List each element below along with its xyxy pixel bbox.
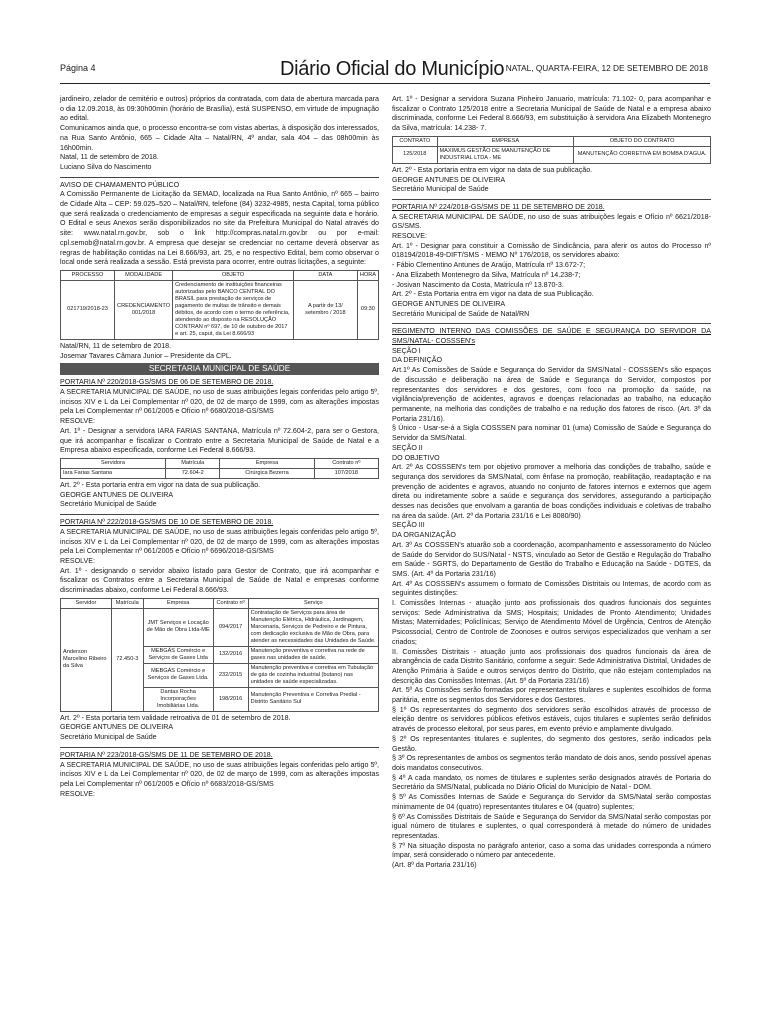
table-cell: 09:30: [357, 280, 378, 339]
portaria-title: PORTARIA Nº 222/2018-GS/SMS DE 10 DE SETEMBRO DE 2018.: [60, 518, 274, 527]
table-header: Contrato nº: [213, 598, 248, 608]
left-column: [60, 95, 379, 799]
resolve-label: RESOLVE:: [60, 556, 95, 565]
article: Art. 2º - Esta portaria entra em vigor na data de sua publicação.: [60, 480, 261, 489]
table-cell: A partir de 13/ setembro / 2018: [293, 280, 357, 339]
table-header: Servidora: [61, 458, 166, 468]
regimento-paragraph: II. Comissões Distritais - atuação junto aos profissionais dos quadros funcionais da área de abrangência de cada Distrito Sanitário, conforme a seguir: Sede Administrativa Distrital, Unidades de Atenção Primária à Saúde e outros serviços dentro do Distrito, que não estejam contemplados na descrição das Comissões Internas. (Art. 5º da Portaria 231/16): [392, 647, 711, 685]
portaria-body: A SECRETARIA MUNICIPAL DE SAÚDE, no uso de suas atribuições legais e Ofício nº 6621/2018-GS/SMS.: [392, 212, 711, 231]
signature-role: Secretário Municipal de Saúde de Natal/RN: [392, 309, 530, 318]
list-item: - Fábio Clementino Antunes de Araújo, Matrícula nº 13.672-7;: [392, 261, 586, 270]
table-header: Empresa: [143, 598, 213, 608]
resolve-label: RESOLVE:: [392, 232, 427, 241]
article: Art. 2º - Esta portaria tem validade retroativa de 01 de setembro de 2018.: [60, 713, 291, 722]
table-cell: MEBGÁS Comércio e Serviços de Gases Ltda: [143, 646, 213, 663]
resolve-label: RESOLVE:: [60, 417, 95, 426]
signature-name: GEORGE ANTUNES DE OLIVEIRA: [392, 175, 506, 184]
signature-name: GEORGE ANTUNES DE OLIVEIRA: [60, 490, 174, 499]
page-header: [60, 56, 710, 86]
table-header: HORA: [357, 270, 378, 280]
regimento-paragraph: DA ORGANIZAÇÃO: [392, 531, 456, 540]
regimento-paragraph: SEÇÃO III: [392, 521, 425, 530]
gestor-table: [60, 458, 379, 479]
divider: [392, 323, 711, 324]
regimento-paragraph: (Art. 8º da Portaria 231/16): [392, 861, 477, 870]
portaria-title: PORTARIA Nº 223/2018-GS/SMS DE 11 DE SETEMBRO DE 2018.: [60, 750, 273, 759]
article: Art. 1º - Designar para constituir a Comissão de Sindicância, para aferir os autos do Processo nº 018194/2018-49-DIFT/SMS - MEMO Nº 176/2018, os servidores abaixo:: [392, 241, 711, 260]
regimento-paragraph: Art. 5º As Comissões serão formadas por representantes titulares e suplentes escolhidos de forma paritária, entre os segmentos dos Servidores e dos Gestores.: [392, 686, 711, 705]
regimento-paragraph: DO OBJETIVO: [392, 453, 440, 462]
section-banner: SECRETARIA MUNICIPAL DE SAÚDE: [60, 363, 379, 375]
table-header: DATA: [293, 270, 357, 280]
table-header: Contrato nº: [314, 458, 378, 468]
list-item: - Josivan Nascimento da Costa, Matrícula nº 13.870-3.: [392, 280, 564, 289]
table-cell: JMT Serviços e Locação de Mão de Obra Ltda-ME: [143, 608, 213, 646]
aviso-signature: Josemar Tavares Câmara Junior – Presidente da CPL.: [60, 351, 232, 360]
regimento-paragraph: I. Comissões Internas - atuação junto aos profissionais dos quadros funcionais dos seguintes serviços: Sede Administrativa da SMS; Hospitais; Unidades de Pronto Atendimento; Unidades Mistas; Maternidades; Policlínicas; Serviço de Atendimento Móvel de Urgência, Centros de Atenção Psicossocial, Centro de Controle de Zoonoses e outros serviços especializados que venham a ser criados;: [392, 599, 711, 646]
regimento-paragraph: § Único - Usar-se-á a Sigla COSSSEN para nominar 01 (uma) Comissão de Saúde e Segurança do Servidor da SMS/Natal.: [392, 424, 711, 443]
table-header: MODALIDADE: [115, 270, 173, 280]
masthead-title: Diário Oficial do Município: [280, 58, 505, 80]
intro-paragraph: Comunicamos ainda que, o processo encontra-se com vistas abertas, à disposição dos interessados, na Rua Santo Antônio, 665 – Cidade Alta – Natal/RN, 4º andar, sala 404 – das 08h00min às 16h00min.: [60, 124, 379, 152]
table-row: [393, 146, 711, 163]
signature-role: Secretário Municipal de Saúde: [60, 500, 157, 509]
signature-role: Secretário Municipal de Saúde: [392, 185, 489, 194]
signature-role: Secretário Municipal de Saúde: [60, 733, 157, 742]
table-cell: Cirúrgica Bezerra: [220, 468, 314, 478]
table-header: PROCESSO: [61, 270, 115, 280]
divider: [60, 177, 379, 178]
article: Art. 1º - Designar a servidora Suzana Pinheiro Januario, matrícula: 71.102- 0, para acompanhar e fiscalizar o Contrato 125/2018 entre a Secretaria Municipal de Saúde de Natal e a empresa abaixo discriminada, conforme Lei Federal 8.666/93, em substituição à servidora Ana Elizabeth Montenegro da Silva, matrícula: 14.238- 7.: [392, 95, 711, 133]
article: Art. 1º - Designar a servidora IARA FARIAS SANTANA, Matrícula nº 72.604-2, para ser o Gestora, que irá acompanhar e fiscalizar o Contrato entre a Secretaria Municipal de Saúde de Natal e a Empresa abaixo especificada, conforme Lei Federal 8.666/93.: [60, 426, 379, 455]
intro-paragraph: jardineiro, zelador de cemitério e outros) próprios da contratada, com data de abertura marcada para o dia 12.09.2018, às 09:30h00min (horário de Brasília), está SUSPENSO, em virtude de impugnação ao edital.: [60, 95, 379, 123]
aviso-title: AVISO DE CHAMAMENTO PÚBLICO: [60, 180, 180, 189]
divider: [60, 747, 379, 748]
regimento-paragraph: § 7º Na situação disposta no parágrafo anterior, caso a soma das unidades corresponda a número ímpar, será considerado o número par antecedente.: [392, 841, 711, 860]
table-cell: 198/2016: [213, 687, 248, 711]
table-header: EMPRESA: [437, 136, 574, 146]
regimento-title: REGIMENTO INTERNO DAS COMISSÕES DE SAÚDE E SEGURANÇA DO SERVIDOR DA SMS/NATAL- COSSSEN's: [392, 327, 711, 346]
table-cell: 132/2016: [213, 646, 248, 663]
contract-table: [392, 136, 711, 164]
regimento-paragraph: Art. 4º As COSSSEN's assumem o formato de Comissões Distritais ou Internas, de acordo com as seguintes distinções:: [392, 579, 711, 598]
portaria-title: PORTARIA Nº 224/2018-GS/SMS DE 11 DE SETEMBRO DE 2018.: [392, 202, 605, 211]
table-cell: Manutenção preventiva e corretiva na rede de gases nas unidades de saúde.: [248, 646, 378, 663]
regimento-paragraph: § 4º A cada mandato, os nomes de titulares e suplentes serão designados através de Portaria do Secretário da SMS/Natal, publicada no Diário Oficial do Município de Natal - DOM.: [392, 773, 711, 792]
table-row: [61, 280, 379, 339]
table-header: Empresa: [220, 458, 314, 468]
table-cell: 094/2017: [213, 608, 248, 646]
header-rule: [60, 83, 710, 84]
issue-date: NATAL, QUARTA-FEIRA, 12 DE SETEMBRO DE 2018: [505, 63, 708, 73]
regimento-paragraph: SEÇÃO II: [392, 443, 423, 452]
table-header: Matrícula: [111, 598, 143, 608]
page-number: Página 4: [60, 63, 96, 73]
signature-name: GEORGE ANTUNES DE OLIVEIRA: [392, 299, 506, 308]
table-cell: Dantas Rocha Incorporações Imobiliárias Ltda.: [143, 687, 213, 711]
regimento-paragraph: § 5º As Comissões Internas de Saúde e Segurança do Servidor da SMS/Natal serão compostas minimamente de 04 (quatro) representantes titulares e 04 (quatro) suplentes;: [392, 793, 711, 811]
table-header: Serviço: [248, 598, 378, 608]
table-row: [61, 608, 379, 646]
regimento-body: [392, 347, 711, 871]
table-cell: Anderson Marcelino Ribeiro da Silva: [61, 608, 112, 711]
regimento-paragraph: § 1º Os representantes do segmento dos servidores serão escolhidos através de processo de eleição dentre os servidores públicos efetivos estáveis, cujos titulares e suplentes serão definidos através de processo eleitoral, por seus pares, em evento prévio e amplamente divulgado.: [392, 705, 711, 734]
table-cell: MEBGÁS Comércio e Serviços de Gases Ltda.: [143, 663, 213, 687]
intro-date: Natal, 11 de setembro de 2018.: [60, 153, 159, 162]
table-cell: CREDENCIAMENTO 001/2018: [115, 280, 173, 339]
resolve-label: RESOLVE:: [60, 789, 95, 798]
table-cell: 107/2018: [314, 468, 378, 478]
table-cell: Manutenção preventiva e corretiva em Tubulação de gás de cozinha industrial (butano) nas unidades de saúde especializadas.: [248, 663, 378, 687]
regimento-paragraph: § 6º As Comissões Distritais de Saúde e Segurança do Servidor da SMS/Natal serão compostas por igual número de titulares e suplentes, o qual corresponderá à metade do número de unidades representadas.: [392, 812, 711, 840]
list-item: - Ana Elizabeth Montenegro da Silva, Matrícula nº 14.238-7;: [392, 270, 581, 279]
divider: [392, 199, 711, 200]
article: Art. 1º - designando o servidor abaixo listado para Gestor de Contrato, que irá acompanhar e fiscalizar os Contratos entre a Secretaria Municipal de Saúde de Natal e empresas conforme discriminadas abaixo, conforme Lei Federal 8.666/93.: [60, 566, 379, 595]
regimento-paragraph: § 2º Os representantes titulares e suplentes, do segmento dos gestores, serão indicados pela Gestão.: [392, 734, 711, 753]
regimento-paragraph: § 3º Os representantes de ambos os segmentos terão mandato de dois anos, sendo possível apenas dois mandatos consecutivos.: [392, 754, 711, 772]
right-column: [392, 95, 711, 871]
regimento-paragraph: Art. 2º As COSSSEN's tem por objetivo promover a melhoria das condições de trabalho, saúde e segurança dos servidores da SMS/Natal, com ênfase na promoção, reabilitação, readaptação e na prevenção de acidentes e agravos, atuando no conjunto de fatores internos e externos que agem direta ou indiretamente sobre a saúde e segurança dos servidores, assegurando a participação desses nas decisões que envolvam a garantia de boas condições individuais e coletivas de trabalho na área da saúde. (Art. 2º da Portaria 231/16 e Lei 8080/90): [392, 463, 711, 520]
table-cell: Contratação de Serviços para área de Manutenção Elétrica, Hidráulica, Jardinagem, Marcenaria, Serviços de Pedreiro e de Pintura, com dedicação exclusiva de Mão de Obra, para atender as necessidades das Unidades de Saúde.: [248, 608, 378, 646]
regimento-paragraph: SEÇÃO I: [392, 346, 421, 355]
table-cell: 72.450-3: [111, 608, 143, 711]
portaria-body: A SECRETARIA MUNICIPAL DE SAÚDE, no uso de suas atribuições legais conferidas pelo artigo 5º, incisos XIV e L da Lei Complementar nº 020, de 02 de março de 1999, com as alterações impostas pela Lei Complementar nº 061/2005 e Ofício nº 6696/2018-GS/SMS: [60, 527, 379, 556]
portaria-title: PORTARIA Nº 220/2018-GS/SMS DE 06 DE SETEMBRO DE 2018.: [60, 378, 274, 387]
table-cell: MANUTENÇÃO CORRETIVA EM BOMBA D'AGUA.: [574, 146, 711, 163]
table-header: Matrícula: [166, 458, 220, 468]
table-header: OBJETO DO CONTRATO: [574, 136, 711, 146]
aviso-date: Natal/RN, 11 de setembro de 2018.: [60, 341, 172, 350]
table-cell: 021719/2018-23: [61, 280, 115, 339]
intro-signature: Luciano Silva do Nascimento: [60, 162, 152, 171]
aviso-table: [60, 270, 379, 340]
table-cell: MAXIMUS GESTÃO DE MANUTENÇÃO DE INDUSTRIAL LTDA - ME: [437, 146, 574, 163]
regimento-paragraph: Art.1º As Comissões de Saúde e Segurança do Servidor da SMS/Natal - COSSSEN's são espaços de discussão e deliberação na área de Saúde e Segurança do Servidor, compostos por representantes dos servidores e dos gestores, com foco na promoção da saúde, na vigilância/prevenção de acidentes, agravos e doenças relacionadas ao trabalho, na educação permanente, na melhoria das condições de trabalho e na redução dos fatores de risco. (Art. 3º da Portaria 231/16).: [392, 366, 711, 423]
signature-name: GEORGE ANTUNES DE OLIVEIRA: [60, 723, 174, 732]
table-cell: Credenciamento de instituições financeiras autorizadas pelo BANCO CENTRAL DO BRASIL para prestação de serviços de pagamento de multas de trânsito e demais débitos, de acordo com o termo de referência, atendendo ao disposto na RESOLUÇÃO CONTRAN nº 697, de 10 de outubro de 2017 e art. 25, caput, da Lei 8.666/93: [173, 280, 294, 339]
table-header: Servidor: [61, 598, 112, 608]
article: Art. 2º - Esta portaria entra em vigor na data de sua publicação.: [392, 165, 593, 174]
table-cell: Manutenção Preventiva e Corretiva Predial - Distrito Sanitário Sul: [248, 687, 378, 711]
regimento-paragraph: Art. 3º As COSSSEN's atuarão sob a coordenação, acompanhamento e assessoramento do Núcleo de Saúde do Servidor do SUS/Natal - NSTS, vinculado ao Setor de Gestão e Regulação do Trabalho em Saúde - SGRTS, do Departamento de Gestão do Trabalho e Educação na Saúde - DGTES, da SMS. (Art. 4º da Portaria 231/16): [392, 540, 711, 578]
table-header: OBJETO: [173, 270, 294, 280]
regimento-paragraph: DA DEFINIÇÃO: [392, 356, 443, 365]
table-cell: Iara Farias Santana: [61, 468, 166, 478]
table-cell: 232/2015: [213, 663, 248, 687]
table-cell: 72.604-2: [166, 468, 220, 478]
contracts-table: [60, 598, 379, 712]
divider: [60, 514, 379, 515]
table-header: CONTRATO: [393, 136, 438, 146]
article: Art. 2º - Esta Portaria entra em vigor na data de sua Publicação.: [392, 290, 594, 299]
table-row: [61, 468, 379, 478]
aviso-body: A Comissão Permanente de Licitação da SEMAD, localizada na Rua Santo Antônio, nº 665 – bairro de Cidade Alta – CEP: 59.025–520 – Natal/RN, telefone (84) 3232-4985, nesta Capital, torna público que será realizada o credenciamento de empresas a seguir especificada na seguinte data e horário. O Edital e seus Anexos serão disponibilizados no site da Prefeitura Municipal do Natal através do site: www.natal.rn.gov.br, sob o link http://compras.natal.rn.gov.br ou por e-mail: cpl.semob@natal.rn.gov.br. A empresa que desejar se credenciar no certame deverá observar as regras de habilitação contidas na Lei 8.666/93, art. 25, e no respectivo Edital, bem como observar o local onde será realizada a sessão. Está prevista para ocorrer, entre outras licitações, a seguinte:: [60, 190, 379, 267]
table-cell: 125/2018: [393, 146, 438, 163]
portaria-body: A SECRETARIA MUNICIPAL DE SAÚDE, no uso de suas atribuições legais conferidas pelo artigo 5º, incisos XIV e L da Lei Complementar nº 020, de 02 de março de 1999, com as alterações impostas pela Lei Complementar nº 061/2005 e Ofício nº 6680/2018-GS/SMS: [60, 388, 379, 416]
portaria-body: A SECRETARIA MUNICIPAL DE SAÚDE, no uso de suas atribuições legais conferidas pelo artigo 5º, incisos XIV e L da Lei Complementar nº 020, de 02 de março de 1999, com as alterações impostas pela Lei Complementar nº 061/2005 e Ofício nº 6683/2018-GS/SMS: [60, 760, 379, 788]
